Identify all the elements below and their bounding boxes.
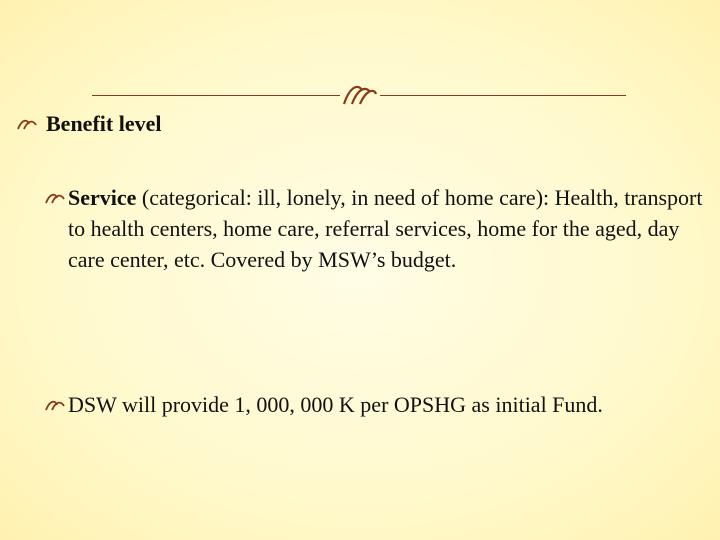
swash-bullet-icon <box>16 116 38 132</box>
service-description: (categorical: ill, lonely, in need of home care): Health, transport to health centers, home care, referral services, home for the aged, day care center, etc. Covered by MSW’s budget. <box>68 185 703 272</box>
title-rule-left <box>92 95 340 96</box>
heading-label: Benefit level <box>46 111 162 136</box>
list-item-text <box>44 182 704 275</box>
list-item-dsw-fund <box>44 389 704 420</box>
service-lead: Service <box>68 185 137 210</box>
swash-ornament-icon <box>340 80 380 110</box>
list-item-service <box>44 182 704 275</box>
swash-bullet-icon <box>44 190 66 206</box>
swash-bullet-icon <box>44 397 66 413</box>
title-rule-right <box>380 95 626 96</box>
heading-item <box>16 110 161 138</box>
dsw-fund-text: DSW will provide 1, 000, 000 K per OPSHG as initial Fund. <box>68 392 603 417</box>
